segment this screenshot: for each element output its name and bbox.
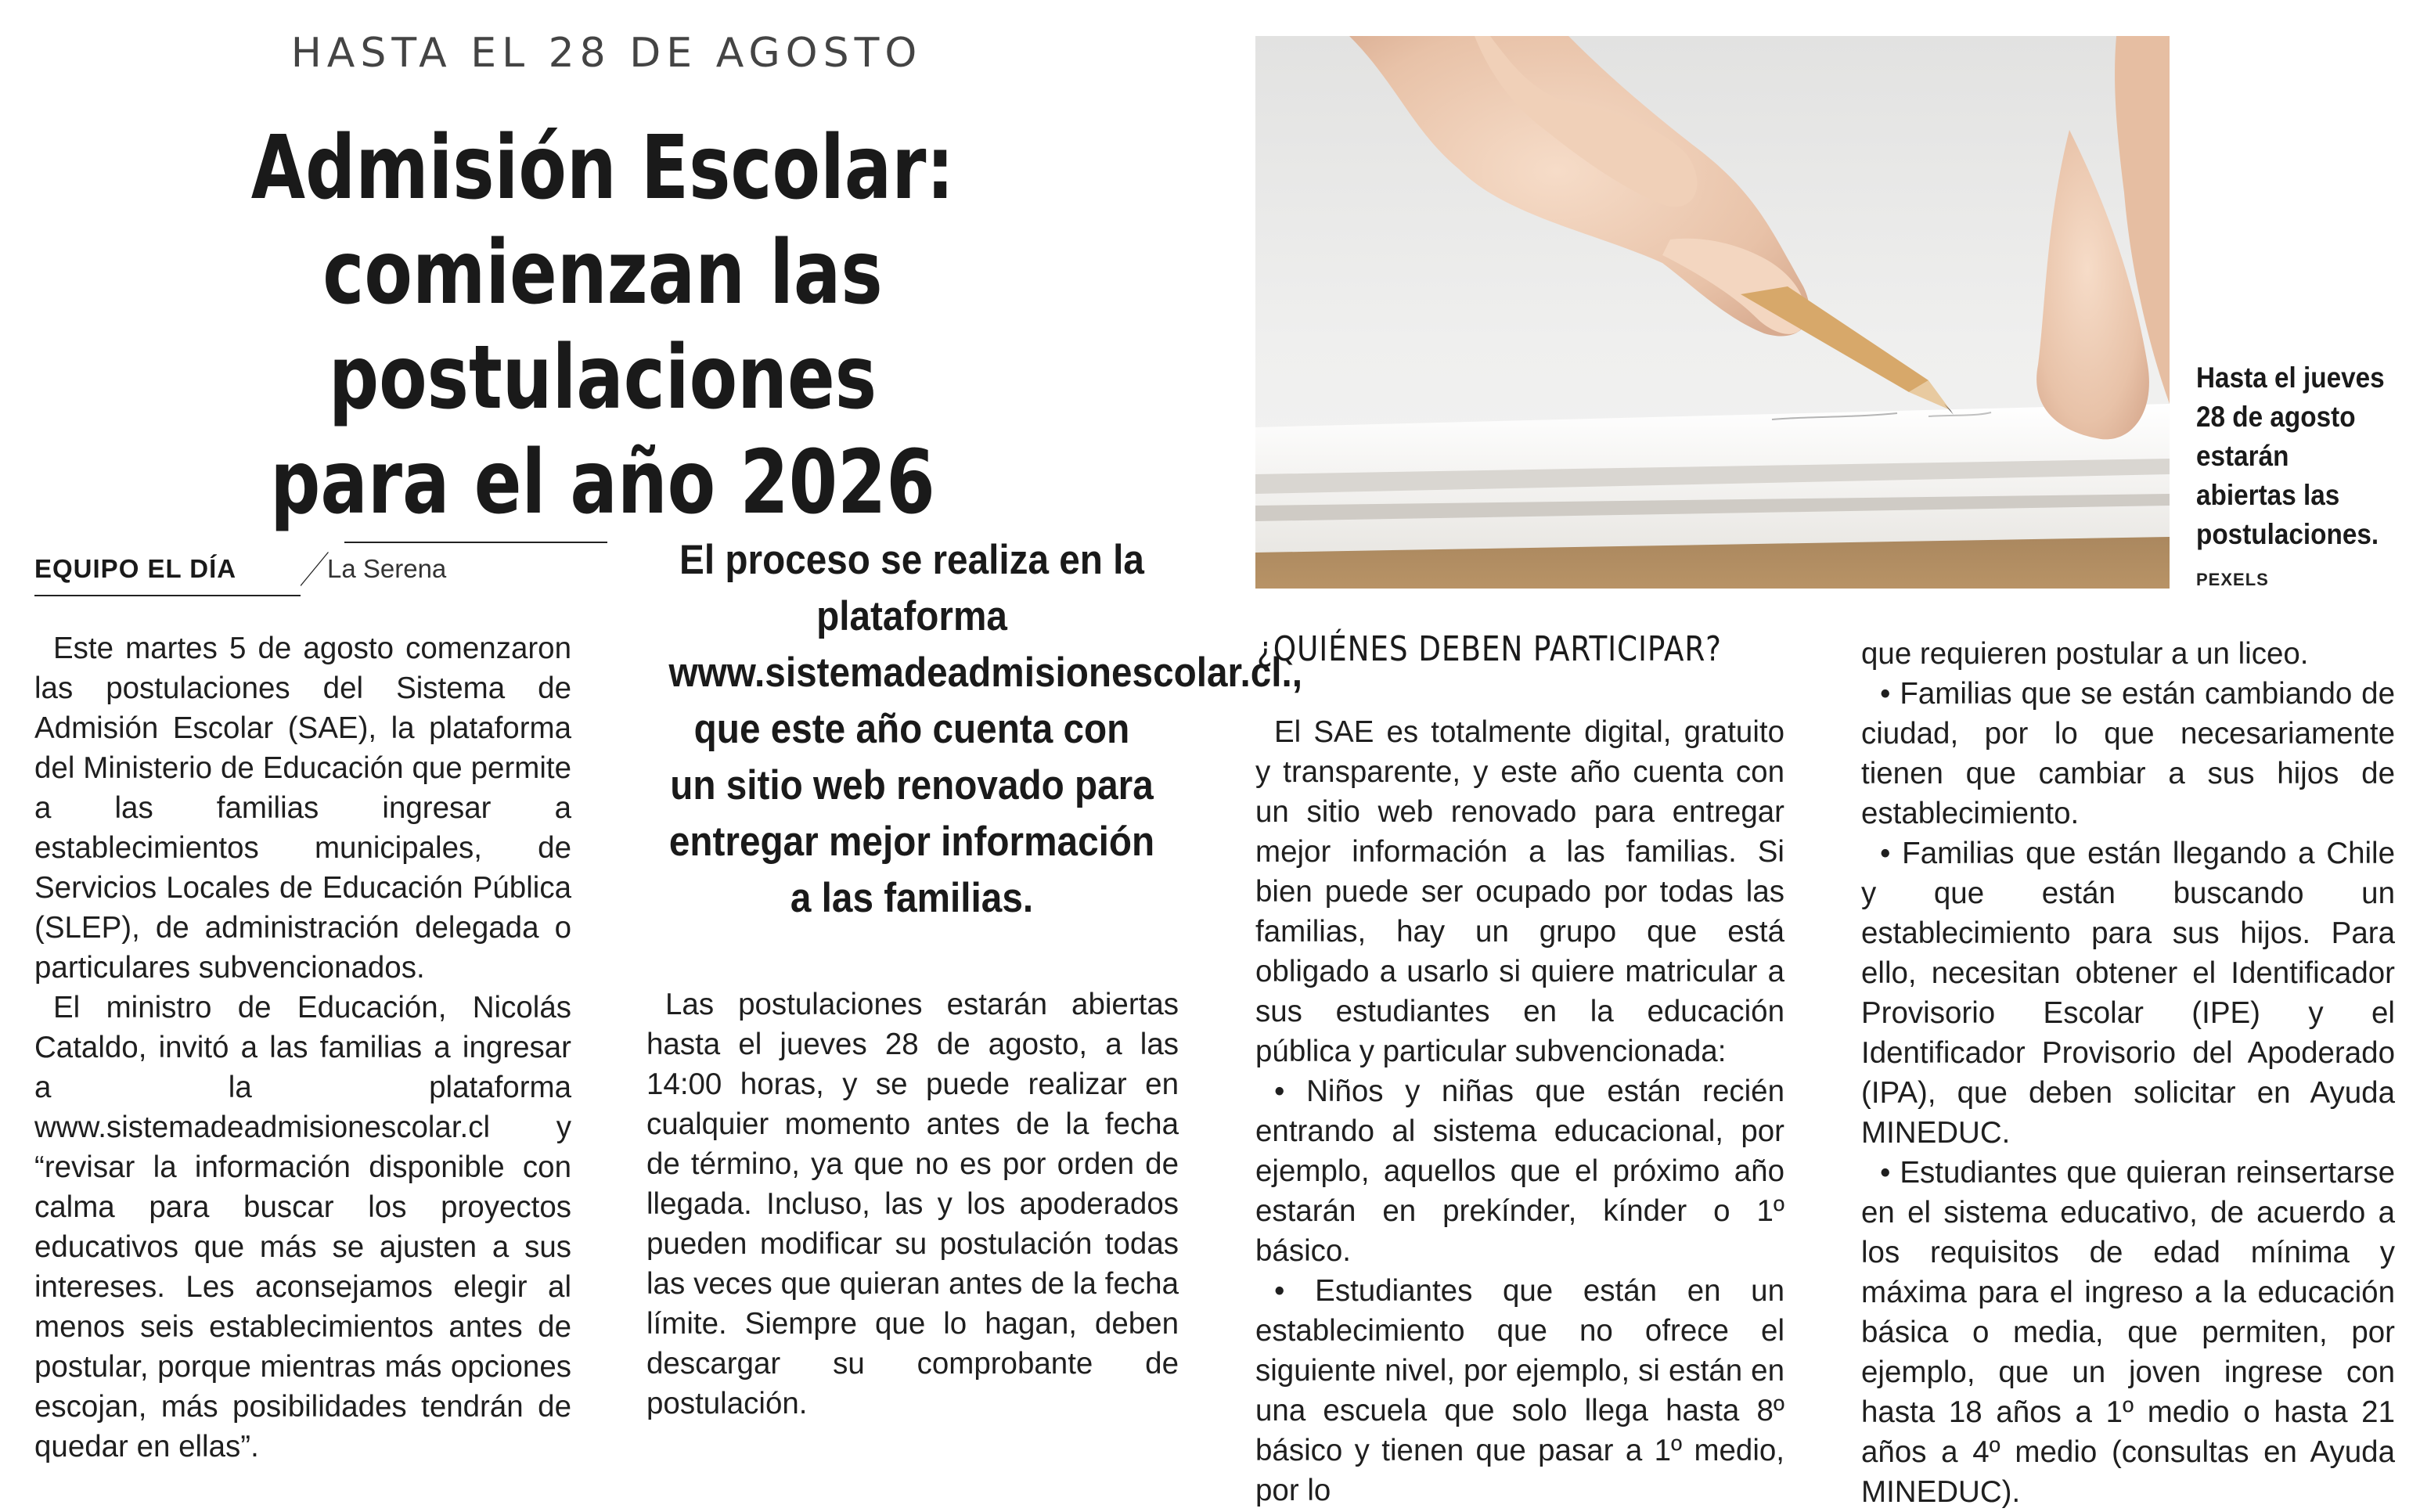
byline [34,542,574,598]
bullet-icon: • [1274,1075,1285,1108]
headline-line-3: para el año 2026 [270,432,935,534]
byline-location: La Serena [327,554,447,583]
body-column-3 [1255,712,1784,1510]
photo-caption: Hasta el jueves 28 de agosto estarán abiertas las postulaciones. [2196,362,2385,550]
headline [133,116,1072,535]
photo-credit: PEXELS [2196,570,2269,589]
bullet-icon: • [1880,1156,1891,1190]
bullet-icon: • [1880,837,1891,870]
photo-hand-writing-with-pencil [1255,36,2170,589]
paragraph: Este martes 5 de agosto comenzaron las postulaciones del Sistema de Admisión Escolar (SAE), la plataforma del Ministerio de Educación que permite a las familias ingresar a establecimientos municipales, de Servicios Locales de Educación Pública (SLEP), de administración delegada o particulares subvencionados. [34,632,571,985]
kicker: HASTA EL 28 DE AGOSTO [290,30,923,77]
section-heading: ¿QUIÉNES DEBEN PARTICIPAR? [1257,629,1722,669]
paragraph-continuation: que requieren postular a un liceo. [1861,637,2309,671]
byline-top-rule [344,542,607,543]
paragraph: El ministro de Educación, Nicolás Cataldo, invitó a las familias a ingresar a la plataforma www.sistemadeadmisionescolar.cl y “revisar la información disponible con calma para buscar los proyectos educativos que más se ajusten a sus intereses. Les aconsejamos elegir al menos seis establecimientos antes de postular, porque mientras más opciones escojan, más posibilidades tendrán de quedar en ellas”. [34,991,571,1463]
bullet-item: • Familias que se están cambiando de ciudad, por lo que necesariamente tienen que cambiar a sus hijos de establecimiento. [1861,677,2395,830]
byline-rule [34,595,301,596]
headline-line-2: comienzan las postulaciones [322,222,883,429]
bullet-item: • Familias que están llegando a Chile y que están buscando un establecimiento para sus hijos. Para ello, necesitan obtener el Identificador Provisorio Escolar (IPE) y el Identificador Provisorio del Apoderado (IPA), que deben solicitar en Ayuda MINEDUC. [1861,837,2396,1150]
pull-quote: El proceso se realiza en la plataforma www.sistemadeadmisionescolar.cl., que este año cuenta con un sitio web renovado para entregar mejor información a las familias. [668,537,1302,921]
bullet-icon: • [1274,1274,1285,1308]
bullet-item: • Niños y niñas que están recién entrando al sistema educacional, por ejemplo, aquellos que el próximo año estarán en prekínder, kínder o 1º básico. [1255,1075,1784,1268]
bullet-item: • Estudiantes que están en un establecimiento que no ofrece el siguiente nivel, por ejemplo, si están en una escuela que solo llega hasta 8º básico y tienen que pasar a 1º medio, por lo [1255,1274,1784,1507]
article-photo [1255,36,2170,589]
bullet-icon: • [1880,677,1891,711]
byline-slant-rule [301,542,330,596]
paragraph: Las postulaciones estarán abiertas hasta el jueves 28 de agosto, a las 14:00 horas, y se puede realizar en cualquier momento antes de la fecha de término, ya que no es por orden de llegada. Incluso, las y los apoderados pueden modificar su postulación todas las veces que quieran antes de la fecha límite. Siempre que lo hagan, deben descargar su comprobante de postulación. [646,988,1179,1420]
headline-line-1: Admisión Escolar: [250,117,955,219]
bullet-item: • Estudiantes que quieran reinsertarse en el sistema educativo, de acuerdo a los requisitos de edad mínima y máxima para el ingreso a la educación básica o media, que permiten, por ejemplo, que un joven ingrese con hasta 18 años a 1º medio o hasta 21 años a 4º medio (consultas en Ayuda MINEDUC). [1861,1156,2396,1509]
paragraph: El SAE es totalmente digital, gratuito y transparente, y este año cuenta con un sitio web renovado para entregar mejor información a las familias. Si bien puede ser ocupado por todas las familias, hay un grupo que está obligado a usarlo si quiere matricular a sus estudiantes en la educación pública y particular subvencionada: [1255,715,1784,1068]
body-column-2 [646,985,1179,1424]
byline-author: EQUIPO EL DÍA [34,554,237,583]
body-column-4 [1861,634,2395,1512]
body-column-1 [34,628,571,1467]
